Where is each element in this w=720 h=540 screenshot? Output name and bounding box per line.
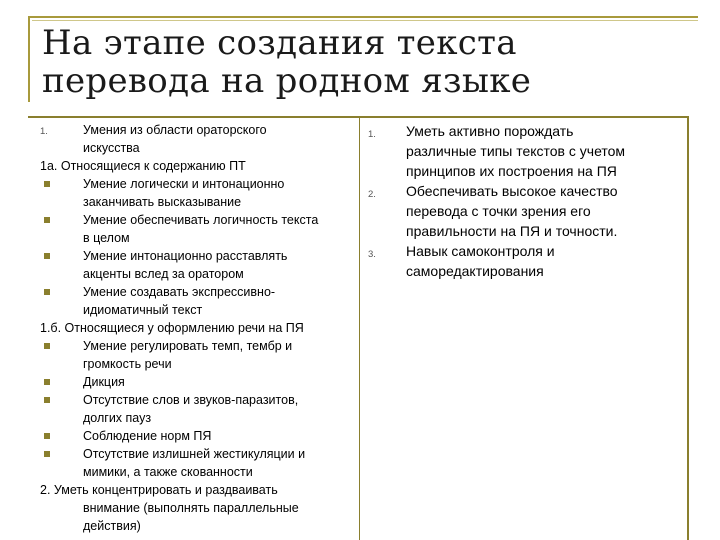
bullet-item — [40, 427, 352, 445]
table-top-rule — [28, 116, 688, 118]
right-list-item-1 — [360, 121, 686, 181]
decorative-frame-top-inner — [32, 20, 698, 21]
bullet-item — [40, 337, 352, 373]
list-item-text: саморедактирования — [406, 263, 544, 279]
bullet-item — [40, 247, 352, 283]
list-item-text-cont: действия) — [83, 519, 141, 533]
subheading-a: 1а. Относящиеся к содержанию ПТ — [40, 159, 246, 173]
list-number: 3. — [368, 249, 376, 260]
list-item-text: Навык самоконтроля и — [406, 243, 555, 259]
right-list-item-2 — [360, 181, 686, 241]
square-bullet-icon — [44, 253, 50, 259]
bullet-text-cont: мимики, а также скованности — [83, 465, 253, 479]
bullet-text: Отсутствие слов и звуков-паразитов, — [83, 393, 299, 407]
bullet-text-cont: громкость речи — [83, 357, 172, 371]
bullet-item — [40, 283, 352, 319]
square-bullet-icon — [44, 433, 50, 439]
list-number: 1. — [40, 126, 48, 137]
bullet-text: Умение интонационно расставлять — [83, 249, 288, 263]
bullet-item — [40, 175, 352, 211]
list-item-text-cont: искусства — [83, 141, 140, 155]
list-item-text: Уметь активно порождать — [406, 123, 574, 139]
right-list-item-3 — [360, 241, 686, 281]
square-bullet-icon — [44, 181, 50, 187]
bullet-item — [40, 373, 352, 391]
list-item-text: 2. Уметь концентрировать и раздваивать — [40, 483, 278, 497]
list-item-text: различные типы текстов с учетом — [406, 143, 626, 159]
list-item-text: правильности на ПЯ и точности. — [406, 223, 618, 239]
list-item-text: Умения из области ораторского — [83, 123, 267, 137]
square-bullet-icon — [44, 397, 50, 403]
list-number: 2. — [368, 189, 376, 200]
bullet-text-cont: долгих пауз — [83, 411, 152, 425]
square-bullet-icon — [44, 379, 50, 385]
bullet-text-cont: идиоматичный текст — [83, 303, 203, 317]
bullet-text: Умение логически и интонационно — [83, 177, 285, 191]
bullet-item — [40, 211, 352, 247]
left-column — [40, 121, 352, 535]
square-bullet-icon — [44, 451, 50, 457]
bullet-text: Умение обеспечивать логичность текста — [83, 213, 319, 227]
list-item-text: принципов их построения на ПЯ — [406, 163, 617, 179]
left-item-2 — [40, 481, 352, 535]
slide-title-line-1: На этапе создания текста — [42, 23, 517, 63]
left-item-1 — [40, 121, 352, 157]
slide-title — [42, 24, 682, 100]
subheading-b: 1.б. Относящиеся у оформлению речи на ПЯ — [40, 321, 304, 335]
slide-title-line-2: перевода на родном языке — [42, 61, 532, 101]
bullet-item — [40, 391, 352, 427]
square-bullet-icon — [44, 289, 50, 295]
bullet-text-cont: заканчивать высказывание — [83, 195, 242, 209]
square-bullet-icon — [44, 343, 50, 349]
bullet-item — [40, 445, 352, 481]
list-number: 1. — [368, 129, 376, 140]
bullet-text: Умение регулировать темп, тембр и — [83, 339, 293, 353]
list-item-text-cont: внимание (выполнять параллельные — [83, 501, 299, 515]
decorative-frame-left — [28, 16, 30, 102]
right-column — [360, 121, 686, 281]
table-right-border — [687, 116, 689, 540]
bullet-text: Умение создавать экспрессивно- — [83, 285, 276, 299]
bullet-text: Дикция — [83, 375, 125, 389]
bullet-text-cont: акценты вслед за оратором — [83, 267, 244, 281]
bullet-text-cont: в целом — [83, 231, 130, 245]
bullet-text: Отсутствие излишней жестикуляции и — [83, 447, 306, 461]
list-item-text: Обеспечивать высокое качество — [406, 183, 618, 199]
list-item-text: перевода с точки зрения его — [406, 203, 591, 219]
square-bullet-icon — [44, 217, 50, 223]
bullet-text: Соблюдение норм ПЯ — [83, 429, 212, 443]
decorative-frame-top — [28, 16, 698, 18]
